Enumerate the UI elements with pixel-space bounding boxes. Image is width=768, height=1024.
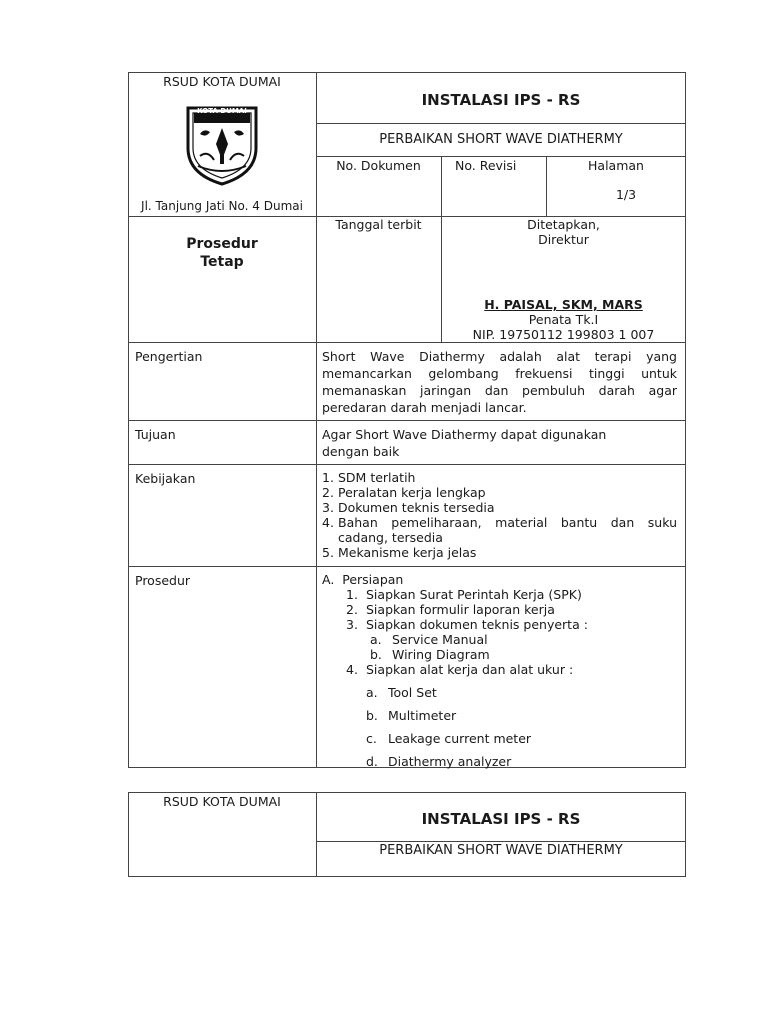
list-item: 3. Dokumen teknis tersedia: [322, 500, 495, 515]
list-item: c. Leakage current meter: [366, 731, 532, 746]
list-item: 1. SDM terlatih: [322, 470, 416, 485]
signature-block: [441, 297, 686, 342]
persiapan-heading: A. Persiapan: [322, 572, 404, 587]
pengertian-text: Short Wave Diathermy adalah alat terapi yang memancarkan gelombang frekuensi tinggi untuk memanaskan jaringan dan pembuluh darah agar peredaran darah menjadi lancar.: [322, 349, 677, 415]
tujuan-text: Agar Short Wave Diathermy dapat digunakan dengan baik: [322, 427, 607, 459]
no-dokumen-label: No. Dokumen: [336, 158, 421, 173]
list-item: b. Wiring Diagram: [370, 647, 490, 662]
direktur-label: Direktur: [538, 232, 589, 247]
list-item: 4. Bahan pemeliharaan, material bantu dan suku cadang, tersedia: [322, 515, 677, 545]
kebijakan-list: [322, 470, 677, 560]
document-title: PERBAIKAN SHORT WAVE DIATHERMY: [379, 132, 623, 147]
list-item: a. Tool Set: [366, 685, 437, 700]
list-item: 1. Siapkan Surat Perintah Kerja (SPK): [346, 587, 582, 602]
logo-label: KOTA DUMAI: [197, 107, 247, 115]
pengertian-label: Pengertian: [135, 349, 203, 364]
list-item: 3. Siapkan dokumen teknis penyerta :: [346, 617, 588, 632]
document-title-2: PERBAIKAN SHORT WAVE DIATHERMY: [379, 843, 623, 858]
list-item: d. Diathermy analyzer: [366, 754, 512, 769]
prosedur-tetap-line1: Prosedur: [186, 236, 258, 252]
ditetapkan-label: Ditetapkan,: [527, 217, 600, 232]
list-item: 5. Mekanisme kerja jelas: [322, 545, 477, 560]
tujuan-label: Tujuan: [135, 427, 176, 442]
prosedur-list: [322, 572, 677, 773]
kota-dumai-logo: [184, 104, 260, 186]
list-item: 2. Peralatan kerja lengkap: [322, 485, 486, 500]
org-name-2: RSUD KOTA DUMAI: [163, 794, 281, 809]
unit-title-2: INSTALASI IPS - RS: [421, 810, 581, 828]
prosedur-tetap-line2: Tetap: [200, 254, 244, 270]
halaman-label: Halaman: [588, 158, 644, 173]
list-item: b. Multimeter: [366, 708, 457, 723]
unit-title: INSTALASI IPS - RS: [421, 91, 581, 109]
director-name: H. PAISAL, SKM, MARS: [484, 297, 643, 312]
org-name: RSUD KOTA DUMAI: [163, 74, 281, 89]
prosedur-tetap-heading: [128, 235, 316, 271]
org-address: Jl. Tanjung Jati No. 4 Dumai: [141, 199, 303, 213]
tanggal-terbit-label: Tanggal terbit: [335, 217, 422, 232]
list-item: 2. Siapkan formulir laporan kerja: [346, 602, 555, 617]
director-rank: Penata Tk.I: [528, 312, 599, 327]
list-item: a. Service Manual: [370, 632, 488, 647]
halaman-value: 1/3: [615, 187, 637, 202]
prosedur-label: Prosedur: [135, 573, 191, 588]
director-nip: NIP. 19750112 199803 1 007: [472, 327, 655, 342]
ditetapkan-block: [441, 217, 686, 247]
no-revisi-label: No. Revisi: [455, 158, 517, 173]
list-item: 4. Siapkan alat kerja dan alat ukur :: [346, 662, 574, 677]
kebijakan-label: Kebijakan: [135, 471, 196, 486]
